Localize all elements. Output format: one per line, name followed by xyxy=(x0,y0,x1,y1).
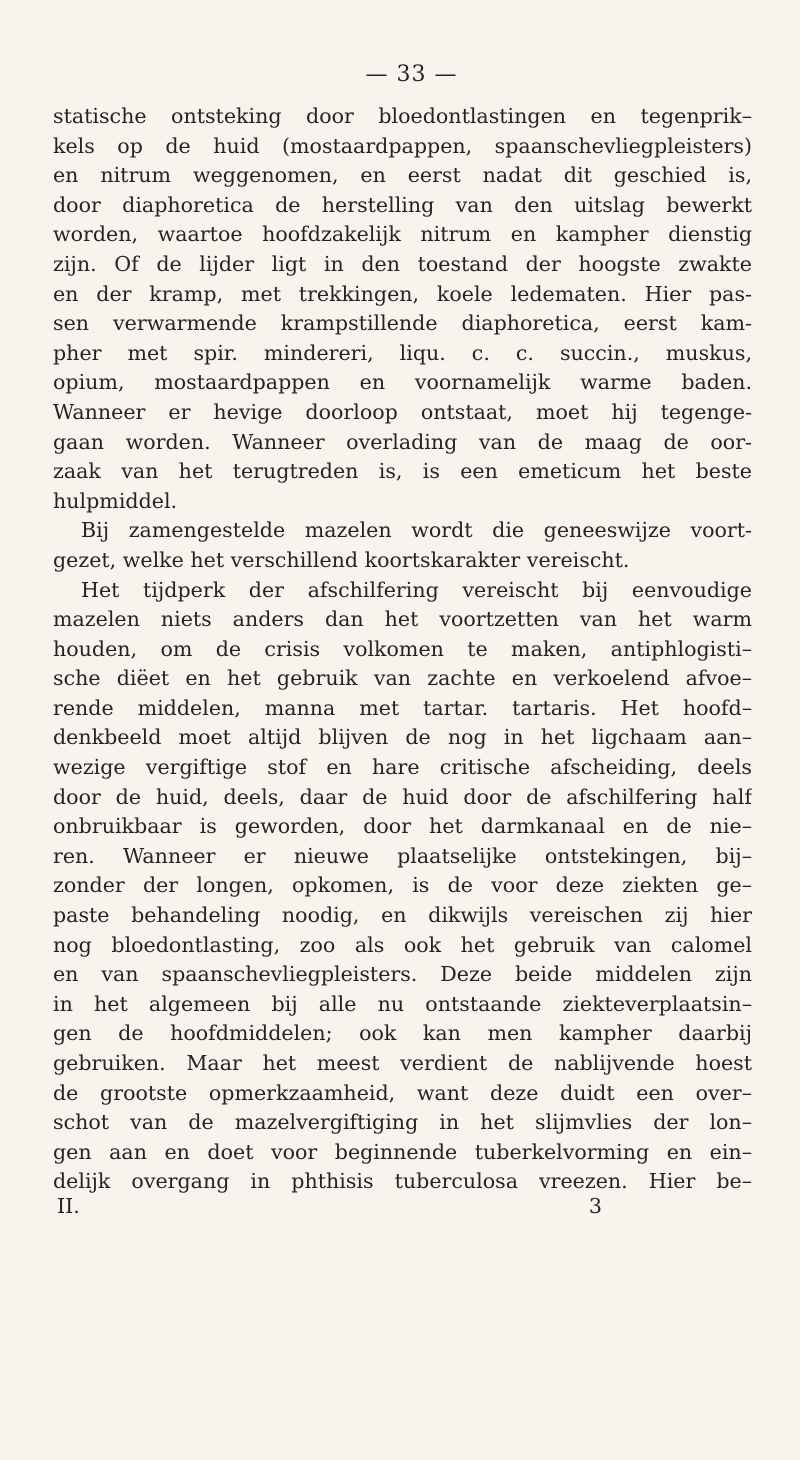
signature-number: 3 xyxy=(588,1193,602,1218)
text-line: en van spaanschevliegpleisters. Deze beide middelen zijn xyxy=(53,962,752,987)
text-line: kels op de huid (mostaardpappen, spaanschevliegpleisters) xyxy=(53,133,752,158)
text-line: gezet, welke het verschillend koortskarakter vereischt. xyxy=(53,547,630,572)
text-line: gebruiken. Maar het meest verdient de nablijvende hoest xyxy=(53,1051,752,1075)
text-line: zaak van het terugtreden is, is een emeticum het beste xyxy=(53,459,752,484)
text-line: opium, mostaardpappen en voornamelijk warme baden. xyxy=(53,370,752,395)
text-line: denkbeeld moet altijd blijven de nog in het ligchaam aan– xyxy=(53,725,752,750)
text-line: houden, om de crisis volkomen te maken, antiphlogisti– xyxy=(53,636,752,661)
text-line: en der kramp, met trekkingen, koele ledematen. Hier pas- xyxy=(53,281,752,306)
text-line: delijk overgang in phthisis tuberculosa vreezen. Hier be– xyxy=(53,1169,752,1194)
text-line: sen verwarmende krampstillende diaphoretica, eerst kam- xyxy=(53,311,752,336)
text-line: onbruikbaar is geworden, door het darmkanaal en de nie– xyxy=(53,814,752,839)
text-line: hulpmiddel. xyxy=(53,488,178,513)
text-line: Het tijdperk der afschilfering vereischt bij eenvoudige xyxy=(81,577,752,602)
text-line: de grootste opmerkzaamheid, want deze duidt een over– xyxy=(53,1080,752,1105)
text-line: statische ontsteking door bloedontlastingen en tegenprik– xyxy=(53,104,752,128)
text-line: gen de hoofdmiddelen; ook kan men kampher daarbij xyxy=(53,1021,752,1046)
text-line: zijn. Of de lijder ligt in den toestand der hoogste zwakte xyxy=(53,251,752,276)
text-line: wezige vergiftige stof en hare critische afscheiding, deels xyxy=(53,755,752,780)
text-line: Bij zamengestelde mazelen wordt die geneeswijze voort- xyxy=(81,518,752,543)
text-line: rende middelen, manna met tartar. tartaris. Het hoofd– xyxy=(53,695,752,720)
text-line: ren. Wanneer er nieuwe plaatselijke ontstekingen, bij– xyxy=(53,843,752,868)
text-line: mazelen niets anders dan het voortzetten van het warm xyxy=(53,607,752,632)
text-line: sche diëet en het gebruik van zachte en verkoelend afvoe– xyxy=(53,666,752,691)
text-line: door de huid, deels, daar de huid door de afschilfering half xyxy=(53,784,752,809)
text-line: gaan worden. Wanneer overlading van de maag de oor- xyxy=(53,429,752,454)
text-line: en nitrum weggenomen, en eerst nadat dit geschied is, xyxy=(53,163,752,188)
text-line: in het algemeen bij alle nu ontstaande ziekteverplaatsin– xyxy=(53,991,752,1016)
text-line: nog bloedontlasting, zoo als ook het gebruik van calomel xyxy=(53,932,752,957)
text-line: pher met spir. mindereri, liqu. c. c. succin., muskus, xyxy=(53,340,752,365)
text-line: gen aan en doet voor beginnende tuberkelvorming en ein– xyxy=(53,1139,752,1164)
text-line: Wanneer er hevige doorloop ontstaat, moet hij tegenge- xyxy=(53,399,752,424)
text-line: zonder der longen, opkomen, is de voor deze ziekten ge– xyxy=(53,873,752,898)
text-line: worden, waartoe hoofdzakelijk nitrum en kampher dienstig xyxy=(53,222,752,247)
text-line: schot van de mazelvergiftiging in het slijmvlies der lon– xyxy=(53,1110,752,1135)
text-line: door diaphoretica de herstelling van den uitslag bewerkt xyxy=(53,192,752,217)
body-text xyxy=(53,102,752,1197)
text-line: paste behandeling noodig, en dikwijls vereischen zij hier xyxy=(53,903,752,928)
signature-mark: II. xyxy=(57,1193,80,1218)
page-number: — 33 — xyxy=(365,62,458,87)
